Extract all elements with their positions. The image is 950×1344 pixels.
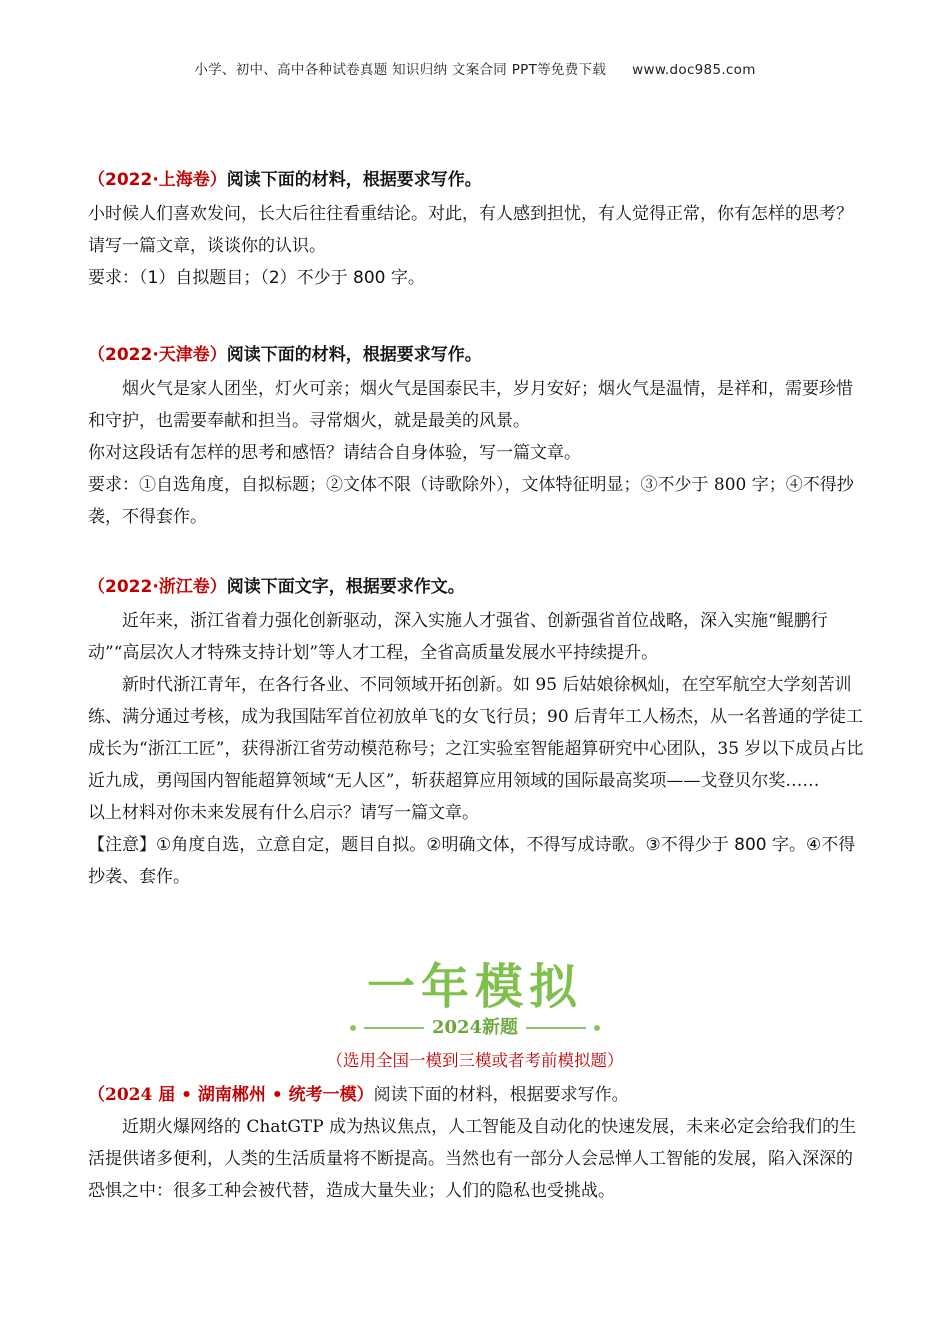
mock-section-subtitle bbox=[0, 1013, 950, 1039]
page-header bbox=[0, 58, 950, 78]
instruction-text: 阅读下面的材料，根据要求写作。 bbox=[226, 345, 482, 365]
material-text: 小时候人们喜欢发问，长大后往往看重结论。对此，有人感到担忧，有人觉得正常，你有怎样的思考？请写一篇文章，谈谈你的认识。 bbox=[88, 204, 853, 256]
decor-dot-icon bbox=[350, 1025, 356, 1031]
material-paragraph-1: 近年来，浙江省着力强化创新驱动，深入实施人才强省、创新强省首位战略，深入实施“鲲鹏行动”“高层次人才特殊支持计划”等人才工程，全省高质量发展水平持续提升。 bbox=[88, 611, 828, 663]
instruction-text: 阅读下面的材料，根据要求写作。 bbox=[373, 1085, 629, 1105]
requirement-text: 要求：①自选角度，自拟标题；②文体不限（诗歌除外），文体特征明显；③不少于 800 字；④不得抄袭，不得套作。 bbox=[88, 475, 854, 527]
material-text: 近期火爆网络的 ChatGTP 成为热议焦点，人工智能及自动化的快速发展，未来必定会给我们的生活提供诸多便利，人类的生活质量将不断提高。当然也有一部分人会忌惮人工智能的发展，陷入深深的恐惧之中：很多工种会被代替，造成大量失业；人们的隐私也受挑战。 bbox=[88, 1117, 857, 1201]
question-tianjin bbox=[88, 340, 868, 533]
exam-tag: （2022·天津卷） bbox=[88, 345, 227, 365]
header-text: 小学、初中、高中各种试卷真题 知识归纳 文案合同 PPT等免费下载 bbox=[194, 62, 607, 78]
question-shanghai bbox=[88, 165, 868, 294]
question-title bbox=[88, 340, 868, 365]
question-title bbox=[88, 165, 868, 190]
question-zhejiang bbox=[88, 572, 868, 893]
instruction-text: 阅读下面的材料，根据要求写作。 bbox=[226, 170, 482, 190]
exam-tag: （2022·上海卷） bbox=[88, 170, 227, 190]
decor-line-icon bbox=[526, 1027, 586, 1029]
decor-line-icon bbox=[364, 1027, 424, 1029]
exam-tag: （2024 届 • 湖南郴州 • 统考一模） bbox=[88, 1085, 374, 1105]
question-text: 你对这段话有怎样的思考和感悟？请结合自身体验，写一篇文章。 bbox=[88, 443, 581, 463]
instruction-text: 阅读下面文字，根据要求作文。 bbox=[226, 577, 465, 597]
decor-dot-icon bbox=[594, 1025, 600, 1031]
question-title bbox=[88, 572, 868, 597]
question-text: 以上材料对你未来发展有什么启示？请写一篇文章。 bbox=[88, 803, 479, 823]
mock-subtitle-text: 2024新题 bbox=[431, 1017, 519, 1038]
mock-section-note: （选用全国一模到三模或者考前模拟题） bbox=[326, 1051, 624, 1070]
note-text: 【注意】①角度自选，立意自定，题目自拟。②明确文体，不得写成诗歌。③不得少于 800 字。④不得抄袭、套作。 bbox=[88, 835, 856, 887]
material-paragraph-2: 新时代浙江青年，在各行各业、不同领域开拓创新。如 95 后姑娘徐枫灿，在空军航空大学刻苦训练、满分通过考核，成为我国陆军首位初放单飞的女飞行员；90 后青年工人杨杰，从一名普通的学徒工成长为“浙江工匠”，获得浙江省劳动模范称号；之江实验室智能超算研究中心团队，35 岁以下成员占比近九成，勇闯国内智能超算领域“无人区”，斩获超算应用领域的国际最高奖项——戈登贝尔奖…… bbox=[88, 675, 864, 791]
mock-section-title: 一年模拟 bbox=[366, 959, 583, 1015]
material-text: 烟火气是家人团坐，灯火可亲；烟火气是国泰民丰，岁月安好；烟火气是温情，是祥和，需要珍惜和守护，也需要奉献和担当。寻常烟火，就是最美的风景。 bbox=[88, 379, 853, 431]
question-title bbox=[88, 1080, 868, 1105]
header-site-link[interactable]: www.doc985.com bbox=[632, 62, 756, 78]
question-hunan bbox=[88, 1080, 868, 1207]
requirement-text: 要求：（1）自拟题目；（2）不少于 800 字。 bbox=[88, 268, 425, 288]
exam-tag: （2022·浙江卷） bbox=[88, 577, 227, 597]
